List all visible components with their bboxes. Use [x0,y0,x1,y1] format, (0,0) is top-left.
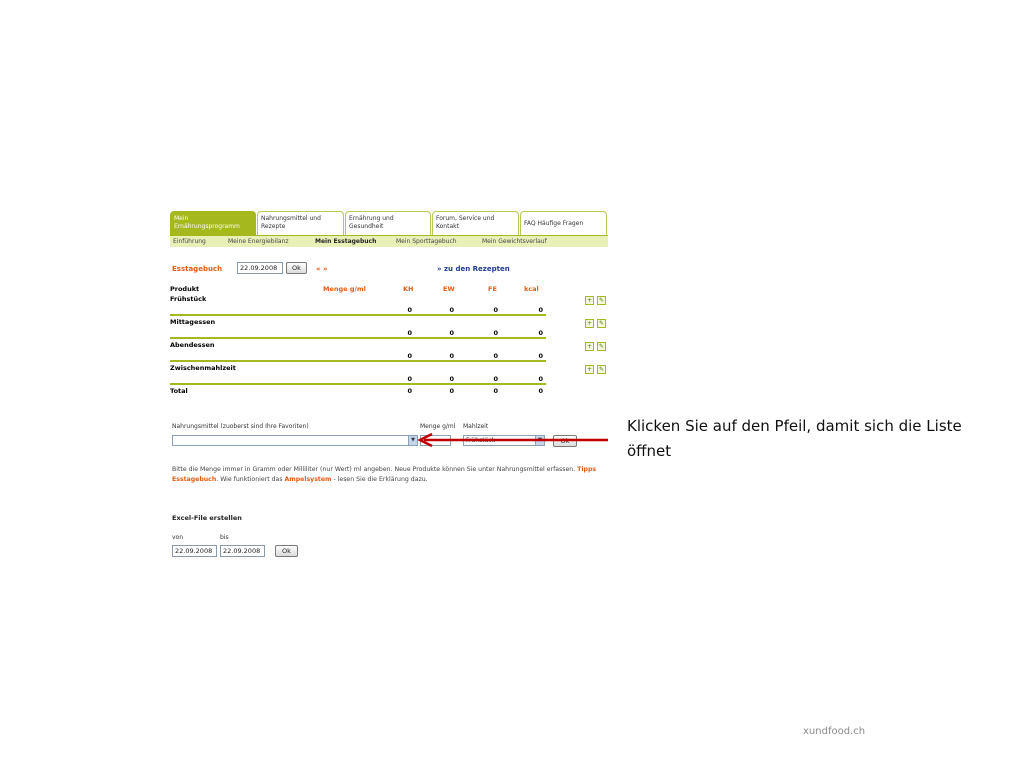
subnav-einfuehrung[interactable]: Einführung [173,238,206,245]
excel-to-date[interactable]: 22.09.2008 [220,545,265,557]
meal-row-zwischenmahlzeit [170,364,608,387]
add-icon[interactable]: + [586,297,593,304]
esstagebuch-header [170,262,608,276]
meal-row-mittagessen [170,318,608,341]
meal-name: Mittagessen [170,318,216,326]
meal-name: Abendessen [170,341,215,349]
total-kh: 0 [407,387,412,395]
tipps-esstagebuch-link[interactable]: Tipps Esstagebuch [172,466,597,483]
tab-nahrungsmittel-rezepte[interactable]: Nahrungsmittel und Rezepte [257,211,344,235]
date-ok-button[interactable]: Ok [286,262,307,274]
watermark: xundfood.ch [803,726,866,737]
meal-row-fruehstueck [170,295,608,318]
help-note [172,465,602,485]
meal-fe: 0 [493,306,498,314]
date-prev-next-arrows[interactable]: « » [316,265,328,273]
date-input[interactable]: 22.09.2008 [237,262,283,274]
meal-kh: 0 [407,329,412,337]
meal-ew: 0 [449,352,454,360]
meal-select[interactable] [463,435,545,446]
main-tabs [170,211,608,235]
meal-ew: 0 [449,329,454,337]
excel-from-date[interactable]: 22.09.2008 [172,545,217,557]
meal-kcal: 0 [538,375,543,383]
meal-kcal: 0 [538,306,543,314]
page-title: Esstagebuch [172,265,223,273]
total-ew: 0 [449,387,454,395]
recipes-link[interactable]: » zu den Rezepten [437,265,510,273]
meal-kcal: 0 [538,329,543,337]
excel-ok-button[interactable]: Ok [275,545,298,557]
meal-kh: 0 [407,375,412,383]
col-fe: FE [488,285,497,293]
subnav-sporttagebuch[interactable]: Mein Sporttagebuch [396,238,457,245]
edit-icon[interactable]: ✎ [598,343,605,350]
total-kcal: 0 [538,387,543,395]
dropdown-arrow-icon[interactable]: ▼ [408,436,417,445]
food-select-label: Nahrungsmittel (zuoberst sind Ihre Favoriten) [172,423,309,430]
excel-to-label: bis [220,534,229,541]
meal-divider [170,383,546,385]
col-menge: Menge g/ml [323,285,366,293]
col-kh: KH [403,285,414,293]
total-label: Total [170,387,188,395]
note-text-1: Bitte die Menge immer in Gramm oder Milliliter (nur Wert) ml angeben. Neue Produkte können Sie unter Nahrungsmittel erfassen. [172,466,578,473]
meal-fe: 0 [493,375,498,383]
edit-icon[interactable]: ✎ [598,297,605,304]
tab-forum-service-kontakt[interactable]: Forum, Service und Kontakt [432,211,519,235]
col-kcal: kcal [524,285,539,293]
total-fe: 0 [493,387,498,395]
meal-kh: 0 [407,352,412,360]
subnav-esstagebuch[interactable]: Mein Esstagebuch [315,238,377,245]
tab-mein-ernaehrungsprogramm[interactable]: Mein Ernährungsprogramm [170,211,256,235]
excel-export-title: Excel-File erstellen [172,514,242,522]
sub-navigation [170,235,608,247]
meal-divider [170,314,546,316]
tab-faq[interactable]: FAQ Häufige Fragen [520,211,607,235]
ampelsystem-link[interactable]: Ampelsystem [284,476,332,483]
amount-label: Menge g/ml [420,423,456,430]
add-food-ok-button[interactable]: Ok [553,435,577,447]
note-text-3: - lesen Sie die Erklärung dazu. [331,476,428,483]
subnav-energiebilanz[interactable]: Meine Energiebilanz [228,238,289,245]
edit-icon[interactable]: ✎ [598,366,605,373]
dropdown-arrow-icon[interactable]: ▼ [535,436,544,445]
meal-name: Zwischenmahlzeit [170,364,236,372]
meal-kcal: 0 [538,352,543,360]
excel-from-label: von [172,534,184,541]
meal-divider [170,337,546,339]
meal-fe: 0 [493,329,498,337]
meal-ew: 0 [449,375,454,383]
col-ew: EW [443,285,455,293]
note-text-2: . Wie funktioniert das [216,476,285,483]
meal-ew: 0 [449,306,454,314]
edit-icon[interactable]: ✎ [598,320,605,327]
food-select[interactable] [172,435,418,446]
app-screenshot [170,211,608,571]
meal-select-value: Frühstück [466,437,496,444]
instruction-callout: Klicken Sie auf den Pfeil, damit sich die Liste öffnet [627,417,962,460]
total-row [170,387,608,410]
meal-kh: 0 [407,306,412,314]
amount-input[interactable] [420,435,451,446]
meal-divider [170,360,546,362]
tab-ernaehrung-gesundheit[interactable]: Ernährung und Gesundheit [345,211,431,235]
add-icon[interactable]: + [586,343,593,350]
col-produkt: Produkt [170,285,200,293]
meal-name: Frühstück [170,295,207,303]
add-icon[interactable]: + [586,320,593,327]
meal-label: Mahlzeit [463,423,489,430]
meal-row-abendessen [170,341,608,364]
subnav-gewichtsverlauf[interactable]: Mein Gewichtsverlauf [482,238,547,245]
add-icon[interactable]: + [586,366,593,373]
meal-fe: 0 [493,352,498,360]
